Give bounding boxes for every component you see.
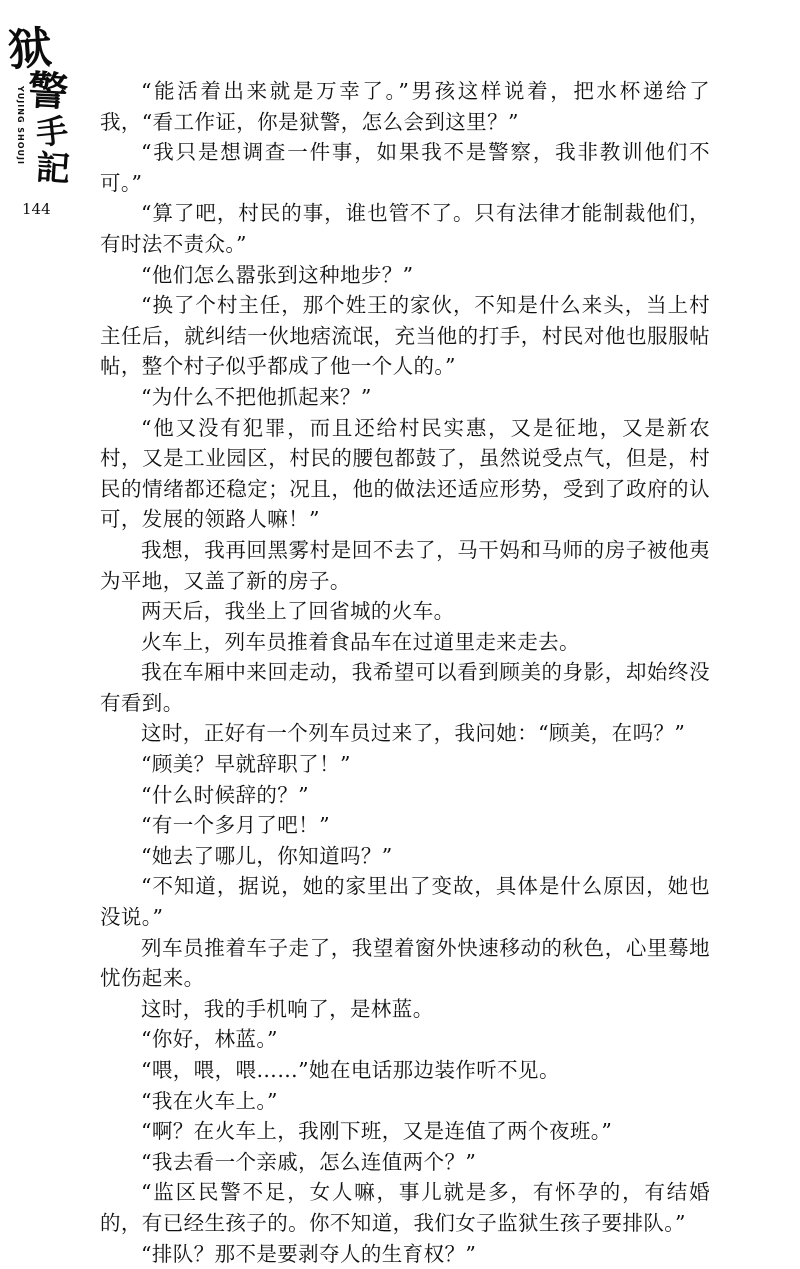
paragraph: “你好，林蓝。” <box>141 1027 278 1052</box>
paragraph: “换了个村主任，那个姓王的家伙，不知是什么来头，当上村主任后，就纠结一伙地痞流氓，充当他的打手，村民对他也服服帖帖，整个村子似乎都成了他一个人的。” <box>100 293 710 379</box>
paragraph: “他又没有犯罪，而且还给村民实惠，又是征地，又是新农村，又是工业园区，村民的腰包都鼓了，虽然说受点气，但是，村民的情绪都还稳定；况且，他的做法还适应形势，受到了政府的认可，发展的领路人嘛！” <box>100 415 710 532</box>
paragraph: “排队？那不是要剥夺人的生育权？” <box>141 1241 477 1266</box>
paragraph: “顾美？早就辞职了！” <box>141 752 351 777</box>
paragraph: “算了吧，村民的事，谁也管不了。只有法律才能制裁他们，有时法不责众。” <box>100 201 710 256</box>
paragraph: “不知道，据说，她的家里出了变故，具体是什么原因，她也没说。” <box>100 874 710 930</box>
paragraph: “我在火车上。” <box>141 1088 278 1113</box>
logo-pinyin: YUJING SHOUJI <box>16 86 25 165</box>
logo-char-2: 警 <box>26 66 70 117</box>
paragraph: 火车上，列车员推着食品车在过道里走来走去。 <box>141 629 580 654</box>
paragraph: 这时，我的手机响了，是林蓝。 <box>141 996 434 1021</box>
paragraph: 我想，我再回黑雾村是回不去了，马干妈和马师的房子被他夷为平地，又盖了新的房子。 <box>100 537 710 593</box>
paragraph: “有一个多月了吧！” <box>141 813 330 838</box>
paragraph: 这时，正好有一个列车员过来了，我问她：“顾美，在吗？” <box>141 721 686 746</box>
paragraph: “喂，喂，喂……”她在电话那边装作听不见。 <box>141 1058 560 1082</box>
paragraph: “我去看一个亲戚，怎么连值两个？” <box>141 1149 477 1174</box>
paragraph: “我只是想调查一件事，如果我不是警察，我非教训他们不可。” <box>100 140 710 195</box>
logo-char-1: 狱 <box>6 22 54 77</box>
paragraph: “监区民警不足，女人嘛，事儿就是多，有怀孕的，有结婚的，有已经生孩子的。你不知道，我们女子监狱生孩子要排队。” <box>100 1180 710 1235</box>
logo-char-4: 記 <box>34 147 72 191</box>
page-number: 144 <box>22 200 51 218</box>
paragraph: “啊？在火车上，我刚下班，又是连值了两个夜班。” <box>141 1119 613 1144</box>
book-title-logo <box>6 22 72 218</box>
paragraph: 我在车厢中来回走动，我希望可以看到顾美的身影，却始终没有看到。 <box>100 660 710 715</box>
logo-char-3: 手 <box>34 111 70 153</box>
paragraph: “为什么不把他抓起来？” <box>141 384 372 409</box>
paragraph: “能活着出来就是万幸了。”男孩这样说着，把水杯递给了我，“看工作证，你是狱警，怎么会到这里？” <box>100 79 710 134</box>
paragraph: “她去了哪儿，你知道吗？” <box>141 843 393 868</box>
paragraph: 列车员推着车子走了，我望着窗外快速移动的秋色，心里蓦地忧伤起来。 <box>100 935 710 991</box>
body-text <box>100 76 710 1269</box>
paragraph: “他们怎么嚣张到这种地步？” <box>141 262 414 287</box>
paragraph: 两天后，我坐上了回省城的火车。 <box>141 599 455 624</box>
paragraph: “什么时候辞的？” <box>141 782 310 807</box>
